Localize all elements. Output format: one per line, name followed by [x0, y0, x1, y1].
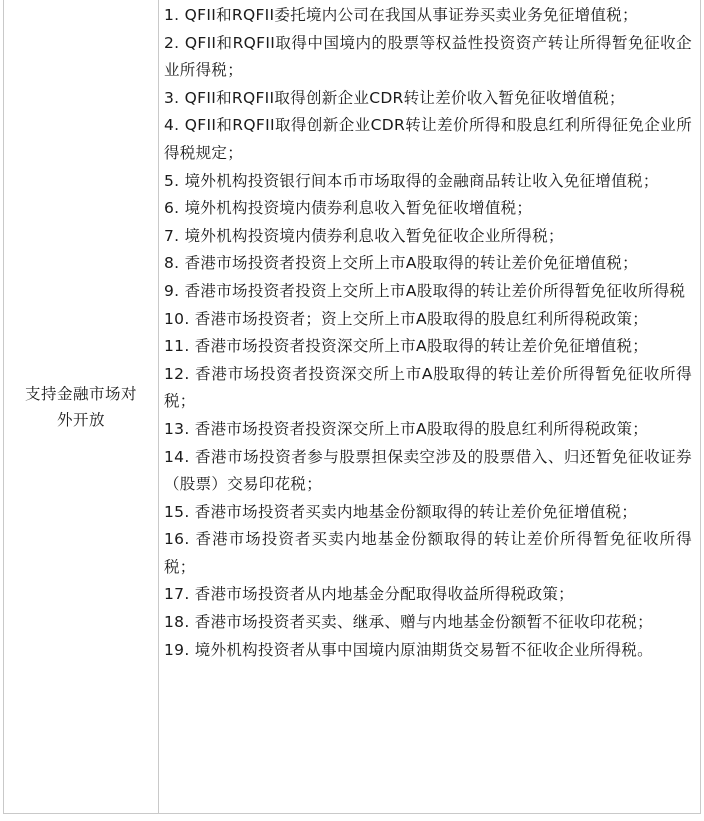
content-cell: [159, 0, 700, 813]
policy-item: 19. 境外机构投资者从事中国境内原油期货交易暂不征收企业所得税。: [164, 640, 653, 659]
policy-item: 2. QFII和RQFII取得中国境内的股票等权益性投资资产转让所得暂免征收企业所得税；: [164, 33, 692, 80]
category-cell: [4, 0, 159, 813]
policy-item: 17. 香港市场投资者从内地基金分配取得收益所得税政策；: [164, 585, 574, 604]
policy-item: 15. 香港市场投资者买卖内地基金份额取得的转让差价免征增值税；: [164, 502, 638, 521]
policy-item: 8. 香港市场投资者投资上交所上市A股取得的转让差价免征增值税；: [164, 254, 638, 273]
policy-list: [164, 2, 692, 664]
policy-table: [3, 0, 701, 814]
policy-item: 9. 香港市场投资者投资上交所上市A股取得的转让差价所得暂免征收所得税: [164, 281, 686, 300]
policy-item: 3. QFII和RQFII取得创新企业CDR转让差价收入暂免征收增值税；: [164, 88, 625, 107]
policy-item: 5. 境外机构投资银行间本币市场取得的金融商品转让收入免征增值税；: [164, 171, 659, 190]
policy-item: 7. 境外机构投资境内债券利息收入暂免征收企业所得税；: [164, 226, 564, 245]
policy-item: 11. 香港市场投资者投资深交所上市A股取得的转让差价免征增值税；: [164, 337, 649, 356]
policy-item: 18. 香港市场投资者买卖、继承、赠与内地基金份额暂不征收印花税；: [164, 613, 653, 632]
policy-item: 13. 香港市场投资者投资深交所上市A股取得的股息红利所得税政策；: [164, 419, 649, 438]
policy-item: 4. QFII和RQFII取得创新企业CDR转让差价所得和股息红利所得征免企业所得税规定；: [164, 116, 692, 162]
policy-item: 6. 境外机构投资境内债券利息收入暂免征收增值税；: [164, 199, 533, 218]
policy-item: 16. 香港市场投资者买卖内地基金份额取得的转让差价所得暂免征收所得税；: [164, 530, 692, 576]
policy-item: 1. QFII和RQFII委托境内公司在我国从事证券买卖业务免征增值税；: [164, 6, 638, 24]
policy-item: 12. 香港市场投资者投资深交所上市A股取得的转让差价所得暂免征收所得税；: [164, 364, 692, 411]
category-label: 支持金融市场对外开放: [24, 384, 137, 429]
policy-item: 10. 香港市场投资者；资上交所上市A股取得的股息红利所得税政策；: [164, 309, 649, 328]
policy-item: 14. 香港市场投资者参与股票担保卖空涉及的股票借入、归还暂免征收证券（股票）交易印花税；: [164, 447, 692, 494]
